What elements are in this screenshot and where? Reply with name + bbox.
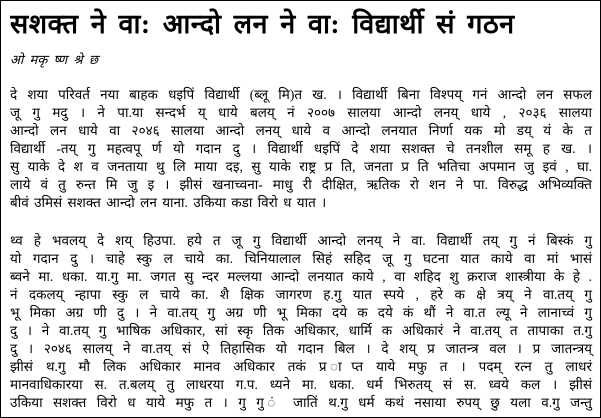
text-line: जू गु मदु । ने पा.या सन्दर्भ य् धाये बलय् नं २००७ सालया आन्दो लनय् धाये , २०३६ सालया — [10, 105, 592, 120]
paragraph-2 — [10, 232, 592, 412]
article-headline: सशक्त ने वा: आन्दो लन ने वा: विद्यार्थी सं गठन — [10, 9, 515, 39]
text-line: ब्वने मा. धका. या.गु मा. जगत सु न्दर मल्लया आन्दो लनयात काये , वा शहिद शु क्रराज शास्त्रीया के हे . — [10, 269, 592, 284]
text-line: दे शया परिवर्त नया बाहक धइपिं विद्यार्थी (ब्लू मि)त ख. । विद्यार्थी बिना विश्पय् गनं आन्दो लन सफल — [10, 87, 592, 102]
text-line: लाये वं तु रुन्त मि जु इ । झीसं खनाच्वना- माधु री दीक्षित, ऋतिक रो शन ने पा. विरुद्ध अभिव्यक्ति — [10, 177, 592, 192]
text-line: सु याके दे श व जनताया थु लि माया दइ, सु याके राष्ट्र प्र ति, जनता प्र ति भतिचा अपमान जु इवं , घा. — [10, 159, 592, 174]
text-line: विद्यार्थी -तय् गु महत्वपू र्ण यो गदान दु । विद्यार्थी धइपिं दे शया सशक्त चे तनशील समू ह ख. । — [10, 141, 592, 156]
text-line: उकिया सशक्त विरो ध याये मफु त । गु गु ं जातिं थ.गु धर्म कथं नसाया रुपय् छु यला व.गु जन्तु — [10, 395, 592, 410]
text-line: नं दकलय् न्हापा स्कु ल चाये का. शै क्षिक जागरण ह.गु यात स्पये , हरे क क्षे त्रय् ने वा.तय् गु — [10, 287, 592, 302]
text-line: भू मिका अग्र णी दु । ने वा.तय् गु अग्र णी भू मिका दये क दये कं थौं ने वा.त ल्यू ने लानाच्वं गु — [10, 305, 592, 320]
text-line: झीसं थ.गु मौ लिक अधिकार मानव अधिकार तकं प्र ाप्त याये मफु त । पदम् रत्न तु लाधरं — [10, 359, 592, 374]
text-line: मानवाधिकारया स. त.बलय् तु लाधरया ग.प. ध्यने मा. धका. धर्म भिरुतय् सं स. ध्वये कल । झीसं — [10, 377, 592, 392]
text-line: बीवं उमिसं सशक्त आन्दो लन याना. उकिया कडा विरो ध यात । — [10, 195, 327, 210]
article-byline: ओ मकृ ष्ण श्रे छ — [10, 52, 98, 67]
paragraph-1 — [10, 86, 592, 212]
text-line: दु । २०४६ सालय् ने वा.तय् सं ऐ तिहासिक यो गदान बिल । दे शय् प्र जातन्त्र वल । प्र जातन्त्रय् — [10, 341, 592, 356]
text-line: थ्व हे भवलय् दे शय् हिउपा. हये त जू गु विद्यार्थी आन्दो लनय् ने वा. विद्यार्थी तय् गु नं बिस्कं गु — [10, 233, 592, 248]
text-line: यो गदान दु । चाहे स्कु ल चाये का. चिनियालाल सिहं सहिद जू गु घटना यात काये वा मां भासं — [10, 251, 592, 266]
text-line: आन्दो लन धाये वा २०४६ सालया आन्दो लनय् धाये व आन्दो लनयात निर्णा यक मो डय् यं के त — [10, 123, 592, 138]
text-line: दु । ने वा.तय् गु भाषिक अधिकार, सां स्कृ तिक अधिकार, धार्मि क अधिकारं ने वा.तय् त तापाका त.गु — [10, 323, 592, 338]
